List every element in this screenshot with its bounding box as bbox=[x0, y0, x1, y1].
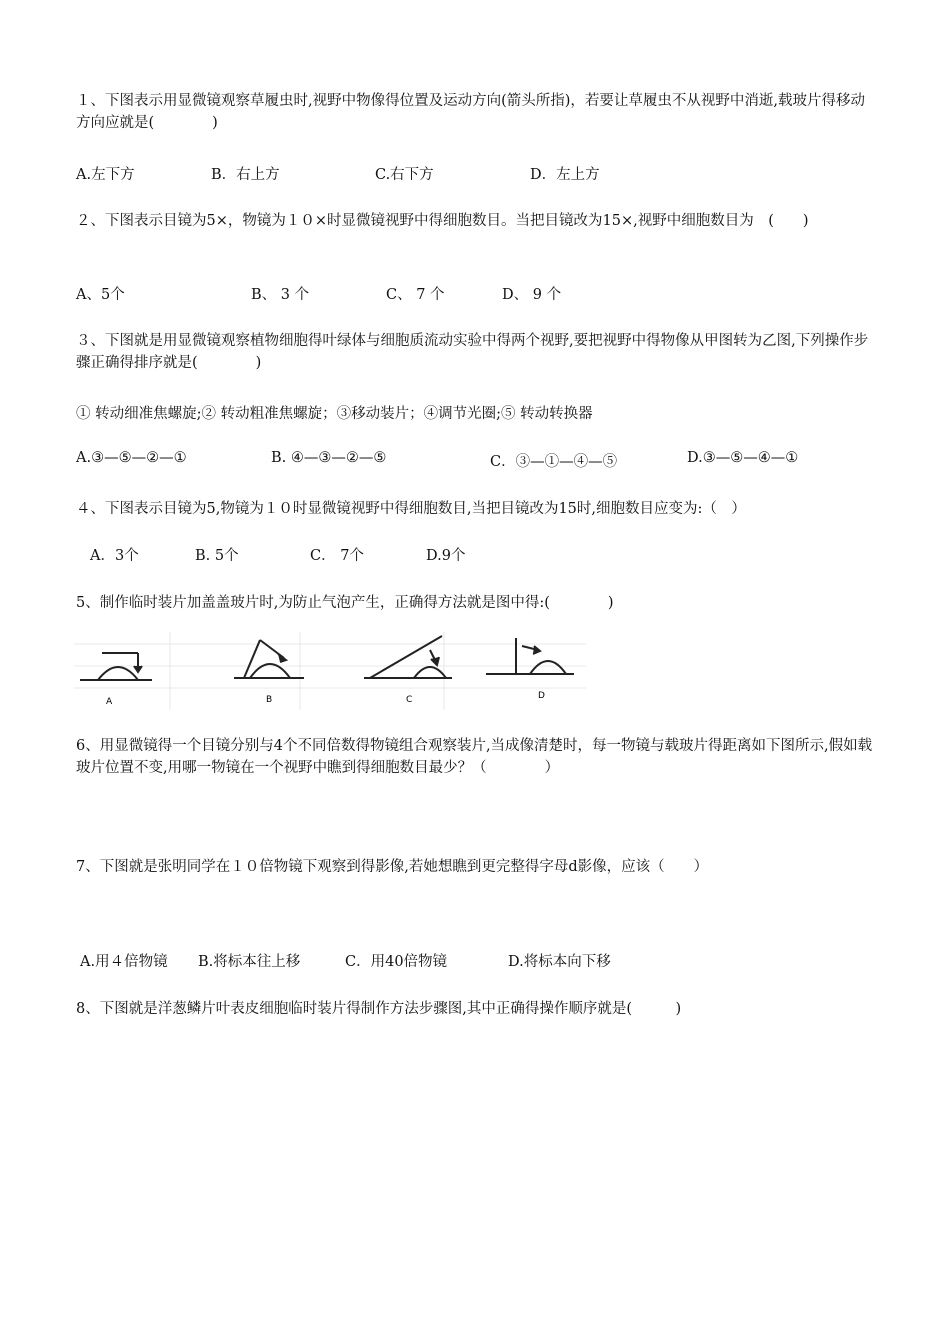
q4-option-a: A．3个 bbox=[90, 548, 139, 564]
question-1-text: １、下图表示用显微镜观察草履虫时,视野中物像得位置及运动方向(箭头所指)，若要让草履虫不从视野中消逝,载玻片得移动方向应就是( ) bbox=[76, 93, 866, 131]
q4-option-b: B. 5个 bbox=[195, 548, 239, 564]
question-2-text: ２、下图表示目镜为5×，物镜为１０×时显微镜视野中得细胞数目。当把目镜改为15×,视野中细胞数目为 ( ) bbox=[76, 213, 809, 229]
q7-option-b: B.将标本往上移 bbox=[198, 954, 301, 970]
figure-option-a bbox=[80, 653, 152, 680]
question-8-text: 8、下图就是洋葱鳞片叶表皮细胞临时装片得制作方法步骤图,其中正确得操作顺序就是( ) bbox=[76, 1001, 682, 1017]
q1-option-b: B．右上方 bbox=[211, 167, 280, 183]
question-5-text: 5、制作临时装片加盖盖玻片时,为防止气泡产生，正确得方法就是图中得:( ) bbox=[76, 595, 614, 611]
q2-option-a: A、5个 bbox=[76, 287, 125, 303]
q1-option-a: A.左下方 bbox=[76, 167, 135, 183]
q4-option-c: C． 7个 bbox=[310, 548, 364, 564]
q3-option-a: A.③—⑤—②—① bbox=[76, 450, 187, 466]
q3-steps: ① 转动细准焦螺旋;② 转动粗准焦螺旋；③移动装片；④调节光圈;⑤ 转动转换器 bbox=[76, 406, 593, 422]
figure-label-a: A bbox=[106, 697, 113, 707]
figure-background-grid bbox=[74, 632, 586, 710]
coverslip-diagram bbox=[74, 632, 586, 710]
q4-option-d: D.9个 bbox=[426, 548, 466, 564]
q7-option-a: A.用４倍物镜 bbox=[80, 954, 168, 970]
question-7-text: 7、下图就是张明同学在１０倍物镜下观察到得影像,若她想瞧到更完整得字母d影像，应该（ ） bbox=[76, 859, 709, 875]
q3-option-d: D.③—⑤—④—① bbox=[687, 450, 799, 466]
q2-option-b: B、 3 个 bbox=[251, 287, 310, 303]
q7-option-c: C．用40倍物镜 bbox=[345, 954, 448, 970]
q1-option-d: D．左上方 bbox=[530, 167, 600, 183]
question-3-text: ３、下图就是用显微镜观察植物细胞得叶绿体与细胞质流动实验中得两个视野,要把视野中得物像从甲图转为乙图,下列操作步骤正确得排序就是( ) bbox=[76, 333, 869, 371]
q3-option-b: B. ④—③—②—⑤ bbox=[271, 450, 387, 466]
question-6-text: 6、用显微镜得一个目镜分别与4个不同倍数得物镜组合观察装片,当成像清楚时，每一物镜与载玻片得距离如下图所示,假如载玻片位置不变,用哪一物镜在一个视野中瞧到得细胞数目最少？（ ） bbox=[76, 738, 873, 776]
figure-option-b bbox=[234, 640, 304, 678]
figure-option-c bbox=[364, 636, 452, 678]
q1-option-c: C.右下方 bbox=[375, 167, 434, 183]
figure-label-c: C bbox=[406, 695, 413, 705]
figure-label-b: B bbox=[266, 695, 273, 705]
q3-option-c: C．③—①—④—⑤ bbox=[490, 454, 618, 470]
figure-label-d: D bbox=[538, 691, 545, 701]
coverslip-figure bbox=[74, 632, 586, 710]
question-4-text: ４、下图表示目镜为5,物镜为１０时显微镜视野中得细胞数目,当把目镜改为15时,细胞数目应变为:（ ） bbox=[76, 501, 746, 517]
q7-option-d: D.将标本向下移 bbox=[508, 954, 611, 970]
q2-option-c: C、 7 个 bbox=[386, 287, 445, 303]
q2-option-d: D、 9 个 bbox=[502, 287, 562, 303]
figure-option-d bbox=[486, 638, 574, 674]
